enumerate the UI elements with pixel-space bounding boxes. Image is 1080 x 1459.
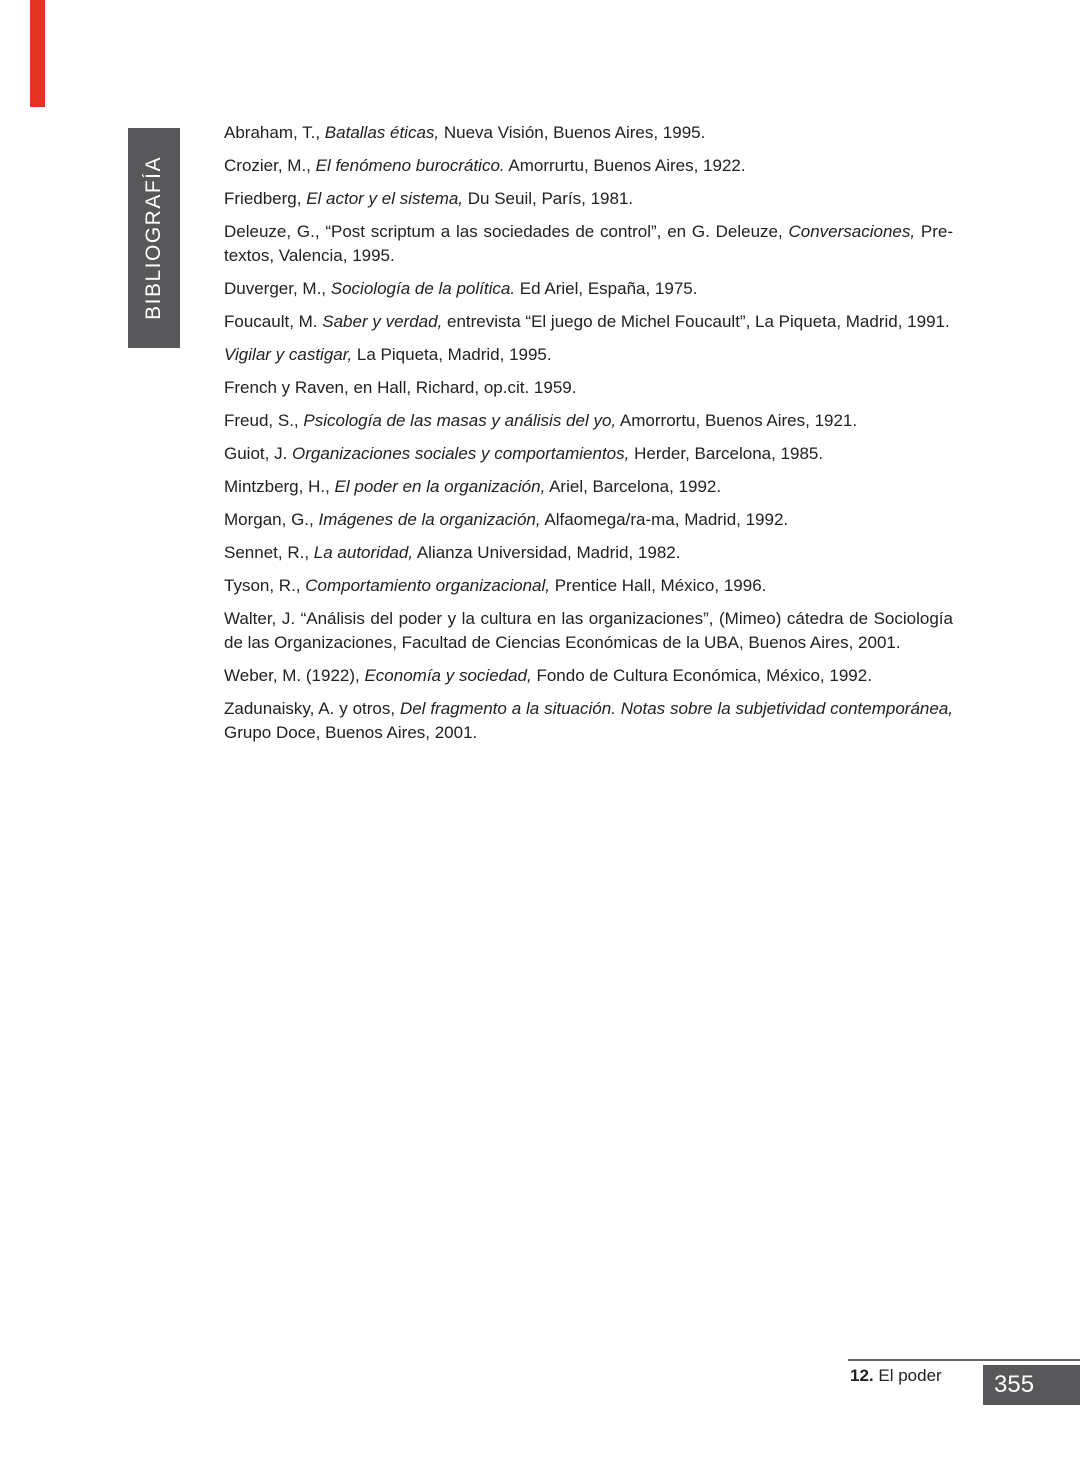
page-number-box — [983, 1365, 1080, 1405]
entry-text: Herder, Barcelona, 1985. — [629, 444, 824, 463]
entry-text: Weber, M. (1922), — [224, 666, 365, 685]
entry-text: Du Seuil, París, 1981. — [463, 189, 634, 208]
entry-text: Tyson, R., — [224, 576, 306, 595]
work-title-italic: El actor y el sistema, — [306, 189, 464, 208]
bibliography-entry — [224, 541, 953, 565]
entry-text: Deleuze, G., “Post scriptum a las sociedades de control”, en G. Deleuze, — [224, 222, 789, 241]
work-title-italic: Imágenes de la organización, — [318, 510, 541, 529]
bibliography-entry — [224, 574, 953, 598]
bibliography-entry — [224, 607, 953, 655]
bibliography-entry — [224, 343, 953, 367]
bibliography-entry — [224, 187, 953, 211]
work-title-italic: El poder en la organización, — [334, 477, 546, 496]
bibliography-entry — [224, 442, 953, 466]
entry-text: La Piqueta, Madrid, 1995. — [352, 345, 552, 364]
work-title-italic: Sociología de la política. — [330, 279, 516, 298]
entry-text: Friedberg, — [224, 189, 307, 208]
entry-text: Grupo Doce, Buenos Aires, 2001. — [224, 723, 478, 742]
entry-text: French y Raven, en Hall, Richard, op.cit. 1959. — [224, 378, 577, 397]
work-title-italic: Comportamiento organizacional, — [305, 576, 550, 595]
entry-text: Abraham, T., — [224, 123, 325, 142]
bibliography-entry — [224, 475, 953, 499]
entry-text: Alianza Universidad, Madrid, 1982. — [413, 543, 681, 562]
entry-text: Foucault, M. — [224, 312, 323, 331]
work-title-italic: Vigilar y castigar, — [224, 345, 353, 364]
bibliography-entry — [224, 508, 953, 532]
bibliography-tab-label: BIBLIOGRAFÍA — [142, 156, 165, 320]
entry-text: Freud, S., — [224, 411, 304, 430]
red-corner-mark — [30, 0, 45, 107]
bibliography-entry — [224, 154, 953, 178]
bibliography-entry — [224, 220, 953, 268]
entry-text: Ed Ariel, España, 1975. — [515, 279, 698, 298]
bibliography-list — [224, 121, 953, 754]
bibliography-entry — [224, 409, 953, 433]
chapter-title: El poder — [878, 1366, 942, 1385]
work-title-italic: Batallas éticas, — [324, 123, 440, 142]
work-title-italic: Organizaciones sociales y comportamientos, — [292, 444, 630, 463]
work-title-italic: Del fragmento a la situación. Notas sobre la subjetividad contemporánea, — [399, 699, 953, 718]
entry-text: Pre-textos, Valencia, 1995. — [224, 222, 954, 265]
entry-text: Crozier, M., — [224, 156, 316, 175]
entry-text: Nueva Visión, Buenos Aires, 1995. — [439, 123, 706, 142]
entry-text: Alfaomega/ra-ma, Madrid, 1992. — [540, 510, 789, 529]
entry-text: Morgan, G., — [224, 510, 319, 529]
bibliography-entry — [224, 697, 953, 745]
bibliography-entry — [224, 277, 953, 301]
entry-text: Guiot, J. — [224, 444, 293, 463]
entry-text: Walter, J. “Análisis del poder y la cultura en las organizaciones”, (Mimeo) cátedra de Sociología de las Organizaciones, Facultad de Ciencias Económicas de la UBA, Buenos Aires, 2001. — [224, 609, 953, 652]
entry-text: Prentice Hall, México, 1996. — [550, 576, 767, 595]
entry-text: Duverger, M., — [224, 279, 331, 298]
entry-text: entrevista “El juego de Michel Foucault”, La Piqueta, Madrid, 1991. — [442, 312, 950, 331]
chapter-number: 12. — [850, 1366, 874, 1385]
bibliography-entry — [224, 121, 953, 145]
work-title-italic: El fenómeno burocrático. — [315, 156, 505, 175]
entry-text: Sennet, R., — [224, 543, 314, 562]
entry-text: Zadunaisky, A. y otros, — [224, 699, 400, 718]
entry-text: Amorrurtu, Buenos Aires, 1922. — [504, 156, 746, 175]
entry-text: Ariel, Barcelona, 1992. — [545, 477, 722, 496]
work-title-italic: Psicología de las masas y análisis del yo, — [303, 411, 617, 430]
work-title-italic: Economía y sociedad, — [364, 666, 532, 685]
bibliography-entry — [224, 664, 953, 688]
work-title-italic: Saber y verdad, — [322, 312, 443, 331]
page-number: 355 — [994, 1371, 1035, 1398]
footer-rule — [848, 1359, 1080, 1361]
bibliography-entry — [224, 310, 953, 334]
work-title-italic: Conversaciones, — [788, 222, 916, 241]
entry-text: Amorrortu, Buenos Aires, 1921. — [616, 411, 858, 430]
chapter-footer — [850, 1366, 942, 1386]
entry-text: Fondo de Cultura Económica, México, 1992. — [531, 666, 872, 685]
bibliography-tab — [128, 128, 180, 348]
entry-text: Mintzberg, H., — [224, 477, 335, 496]
bibliography-entry — [224, 376, 953, 400]
work-title-italic: La autoridad, — [313, 543, 414, 562]
